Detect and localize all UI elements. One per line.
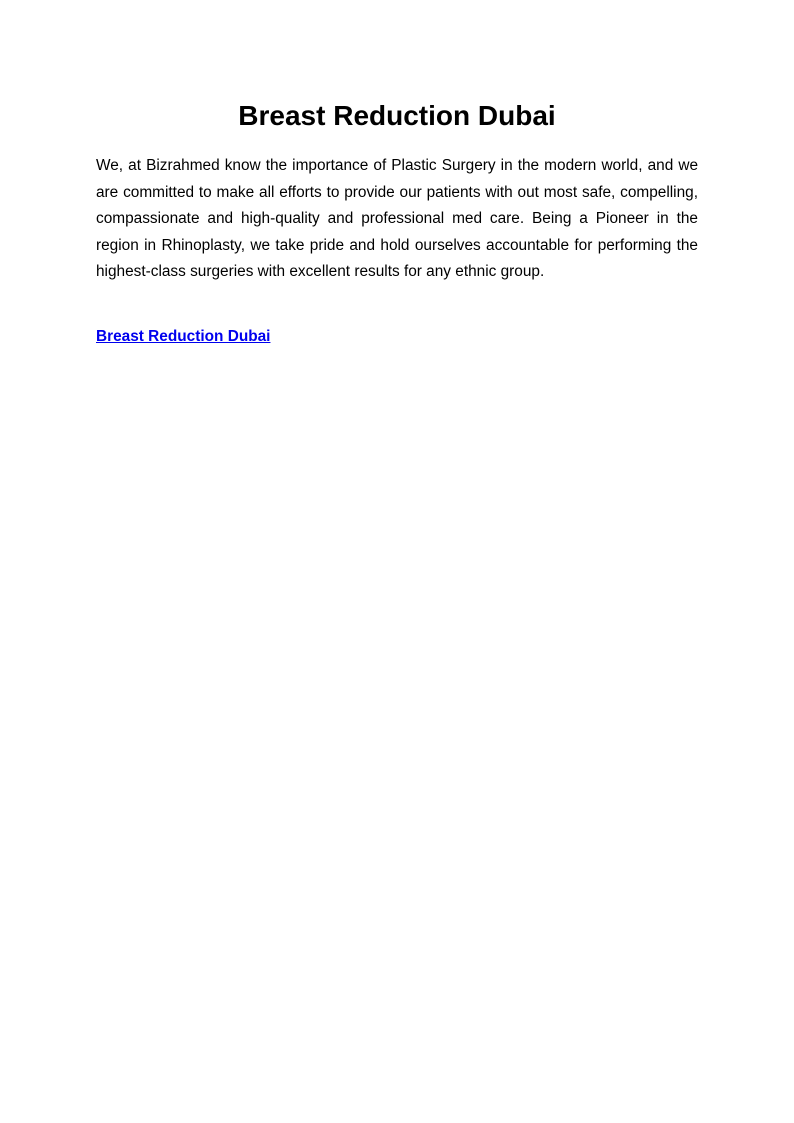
breast-reduction-link[interactable]: Breast Reduction Dubai xyxy=(96,328,271,345)
body-paragraph: We, at Bizrahmed know the importance of Plastic Surgery in the modern world, and we are committed to make all efforts to provide our patients with out most safe, compelling, compassionate and high-quality and professional med care. Being a Pioneer in the region in Rhinoplasty, we take pride and hold ourselves accountable for performing the highest-class surgeries with excellent results for any ethnic group. xyxy=(96,157,698,280)
page-title: Breast Reduction Dubai xyxy=(238,100,556,131)
